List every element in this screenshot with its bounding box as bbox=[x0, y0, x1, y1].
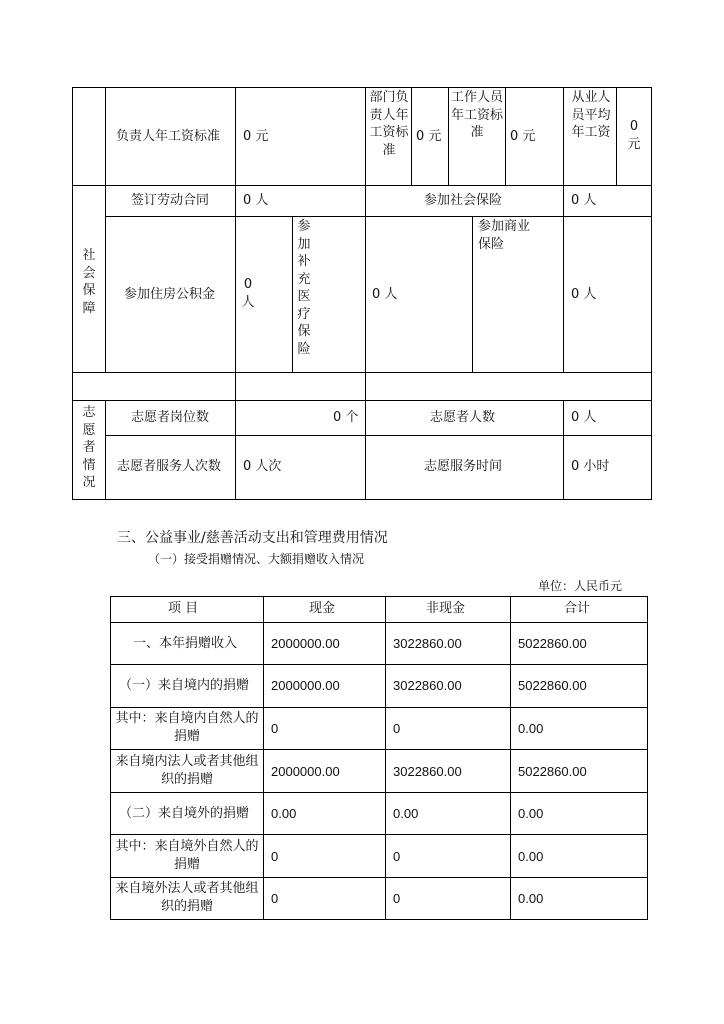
avg-salary-label: 从业人员平均年工资 bbox=[571, 90, 611, 141]
row-cash: 0.00 bbox=[271, 806, 297, 821]
volunteer-hours-label: 志愿服务时间 bbox=[424, 459, 503, 474]
volunteer-count-label: 志愿者人数 bbox=[430, 410, 496, 425]
row-item: （二）来自境外的捐赠 bbox=[119, 806, 250, 821]
volunteer-section-label: 志愿者情况 bbox=[82, 405, 96, 491]
volunteer-times-value: 0 人次 bbox=[243, 459, 282, 474]
staff-salary-label: 工作人员年工资标准 bbox=[451, 90, 504, 141]
dept-head-salary-label: 部门负责人年工资标准 bbox=[369, 90, 409, 158]
volunteer-count-value: 0 人 bbox=[571, 410, 597, 425]
subsection-title: （一）接受捐赠情况、大额捐赠收入情况 bbox=[148, 552, 365, 566]
row-total: 0.00 bbox=[518, 891, 544, 906]
volunteer-posts-value: 0 个 bbox=[333, 410, 359, 425]
avg-salary-value: 0 元 bbox=[627, 119, 641, 152]
row-item: 来自境外法人或者其他组织的捐赠 bbox=[115, 881, 259, 914]
housing-fund-label: 参加住房公积金 bbox=[124, 287, 216, 302]
row-noncash: 0 bbox=[393, 849, 401, 864]
row-item: 一、本年捐赠收入 bbox=[133, 636, 238, 651]
row-cash: 2000000.00 bbox=[271, 764, 340, 779]
social-insurance-label: 参加社会保险 bbox=[424, 193, 503, 208]
staff-salary-value: 0 元 bbox=[510, 129, 536, 144]
header-item: 项 目 bbox=[168, 601, 199, 616]
row-item: 其中：来自境外自然人的捐赠 bbox=[115, 839, 259, 872]
row-item: （一）来自境内的捐赠 bbox=[119, 678, 250, 693]
commercial-insurance-value: 0 人 bbox=[571, 287, 597, 302]
section-title: 三、公益事业/慈善活动支出和管理费用情况 bbox=[117, 530, 388, 546]
header-noncash: 非现金 bbox=[426, 601, 466, 616]
head-salary-label: 负责人年工资标准 bbox=[116, 129, 221, 144]
dept-head-salary-value: 0 元 bbox=[416, 129, 442, 144]
row-cash: 2000000.00 bbox=[271, 678, 340, 693]
row-item: 其中：来自境内自然人的捐赠 bbox=[115, 711, 259, 744]
volunteer-posts-label: 志愿者岗位数 bbox=[131, 410, 210, 425]
row-total: 0.00 bbox=[518, 806, 544, 821]
row-total: 0.00 bbox=[518, 721, 544, 736]
head-salary-value: 0 元 bbox=[243, 129, 269, 144]
row-noncash: 0 bbox=[393, 721, 401, 736]
row-noncash: 3022860.00 bbox=[393, 636, 462, 651]
row-cash: 2000000.00 bbox=[271, 636, 340, 651]
row-noncash: 0.00 bbox=[393, 806, 419, 821]
volunteer-times-label: 志愿者服务人次数 bbox=[117, 459, 222, 474]
social-insurance-value: 0 人 bbox=[571, 193, 597, 208]
row-item: 来自境内法人或者其他组织的捐赠 bbox=[115, 754, 259, 787]
row-total: 5022860.00 bbox=[518, 678, 587, 693]
social-security-section-label: 社会保障 bbox=[82, 248, 96, 316]
contract-value: 0 人 bbox=[243, 193, 269, 208]
contract-label: 签订劳动合同 bbox=[131, 193, 210, 208]
row-noncash: 3022860.00 bbox=[393, 764, 462, 779]
housing-fund-value: 0 人 bbox=[241, 277, 255, 310]
row-total: 0.00 bbox=[518, 849, 544, 864]
row-noncash: 0 bbox=[393, 891, 401, 906]
unit-note: 单位：人民币元 bbox=[538, 579, 623, 593]
header-total: 合计 bbox=[564, 601, 591, 616]
medical-insurance-label: 参加补充医疗保险 bbox=[297, 219, 311, 357]
row-cash: 0 bbox=[271, 849, 279, 864]
row-total: 5022860.00 bbox=[518, 636, 587, 651]
volunteer-hours-value: 0 小时 bbox=[571, 459, 610, 474]
row-total: 5022860.00 bbox=[518, 764, 587, 779]
row-cash: 0 bbox=[271, 891, 279, 906]
commercial-insurance-label: 参加商业保险 bbox=[478, 219, 531, 252]
header-cash: 现金 bbox=[309, 601, 336, 616]
row-noncash: 3022860.00 bbox=[393, 678, 462, 693]
medical-insurance-value: 0 人 bbox=[372, 287, 398, 302]
row-cash: 0 bbox=[271, 721, 279, 736]
